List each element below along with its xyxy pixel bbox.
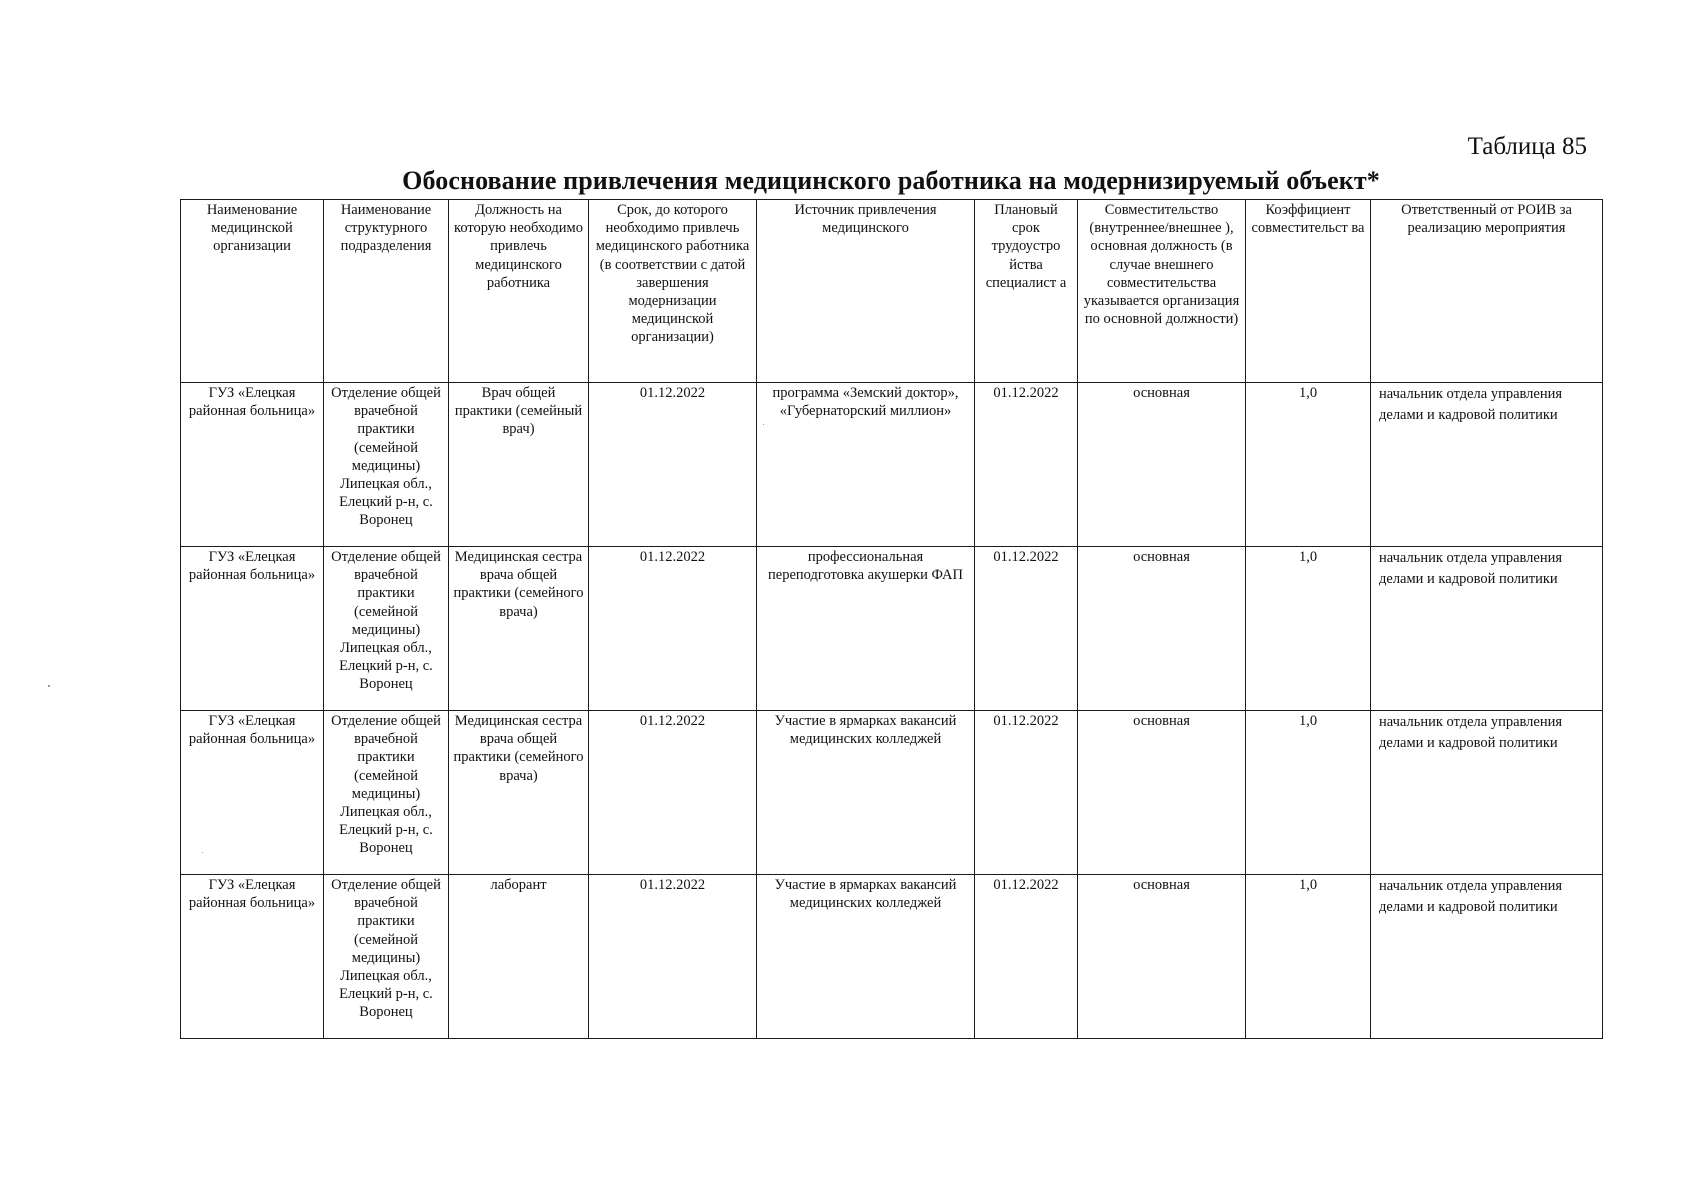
header-source: Источник привлечения медицинского: [757, 200, 975, 383]
cell-coefficient: 1,0: [1246, 875, 1371, 1039]
cell-structural-unit: Отделение общей врачебной практики (семейной медицины) Липецкая обл., Елецкий р-н, с. Воронец: [324, 383, 449, 547]
scan-speck: [763, 424, 764, 425]
cell-deadline: 01.12.2022: [589, 711, 757, 875]
header-row: [181, 200, 1603, 383]
cell-organization: ГУЗ «Елецкая районная больница»: [181, 711, 324, 875]
table-header: [181, 200, 1603, 383]
document-title: Обоснование привлечения медицинского работника на модернизируемый объект*: [402, 166, 1380, 195]
cell-structural-unit: Отделение общей врачебной практики (семейной медицины) Липецкая обл., Елецкий р-н, с. Воронец: [324, 711, 449, 875]
cell-responsible: начальник отдела управления делами и кадровой политики: [1371, 547, 1603, 711]
cell-employment-type: основная: [1078, 875, 1246, 1039]
table-body: [181, 383, 1603, 1039]
cell-planned-date: 01.12.2022: [975, 383, 1078, 547]
cell-position: Медицинская сестра врача общей практики (семейного врача): [449, 547, 589, 711]
cell-planned-date: 01.12.2022: [975, 711, 1078, 875]
cell-organization: ГУЗ «Елецкая районная больница»: [181, 547, 324, 711]
justification-table: [180, 199, 1603, 1039]
scan-speck: [48, 685, 50, 687]
cell-organization: ГУЗ «Елецкая районная больница»: [181, 875, 324, 1039]
cell-deadline: 01.12.2022: [589, 383, 757, 547]
header-structural-unit: Наименование структурного подразделения: [324, 200, 449, 383]
cell-planned-date: 01.12.2022: [975, 875, 1078, 1039]
table-row: [181, 547, 1603, 711]
cell-position: Медицинская сестра врача общей практики (семейного врача): [449, 711, 589, 875]
cell-deadline: 01.12.2022: [589, 875, 757, 1039]
cell-planned-date: 01.12.2022: [975, 547, 1078, 711]
table-row: [181, 383, 1603, 547]
scan-speck: [202, 852, 203, 853]
cell-organization: ГУЗ «Елецкая районная больница»: [181, 383, 324, 547]
table-number: Таблица 85: [1467, 133, 1587, 160]
table-row: [181, 875, 1603, 1039]
cell-responsible: начальник отдела управления делами и кадровой политики: [1371, 711, 1603, 875]
header-responsible: Ответственный от РОИВ за реализацию мероприятия: [1371, 200, 1603, 383]
header-organization: Наименование медицинской организации: [181, 200, 324, 383]
cell-coefficient: 1,0: [1246, 547, 1371, 711]
cell-position: лаборант: [449, 875, 589, 1039]
cell-source: программа «Земский доктор», «Губернаторский миллион»: [757, 383, 975, 547]
cell-source: профессиональная переподготовка акушерки ФАП: [757, 547, 975, 711]
cell-structural-unit: Отделение общей врачебной практики (семейной медицины) Липецкая обл., Елецкий р-н, с. Воронец: [324, 875, 449, 1039]
cell-employment-type: основная: [1078, 383, 1246, 547]
cell-coefficient: 1,0: [1246, 383, 1371, 547]
cell-employment-type: основная: [1078, 547, 1246, 711]
header-coefficient: Коэффициент совместительст ва: [1246, 200, 1371, 383]
cell-responsible: начальник отдела управления делами и кадровой политики: [1371, 875, 1603, 1039]
table-row: [181, 711, 1603, 875]
cell-position: Врач общей практики (семейный врач): [449, 383, 589, 547]
cell-coefficient: 1,0: [1246, 711, 1371, 875]
cell-source: Участие в ярмарках вакансий медицинских колледжей: [757, 711, 975, 875]
cell-responsible: начальник отдела управления делами и кадровой политики: [1371, 383, 1603, 547]
cell-employment-type: основная: [1078, 711, 1246, 875]
header-position: Должность на которую необходимо привлечь медицинского работника: [449, 200, 589, 383]
header-employment-type: Совместительство (внутреннее/внешнее ), основная должность (в случае внешнего совместительства указывается организация по основной должности): [1078, 200, 1246, 383]
cell-deadline: 01.12.2022: [589, 547, 757, 711]
cell-structural-unit: Отделение общей врачебной практики (семейной медицины) Липецкая обл., Елецкий р-н, с. Воронец: [324, 547, 449, 711]
header-deadline: Срок, до которого необходимо привлечь медицинского работника (в соответствии с датой завершения модернизации медицинской организации): [589, 200, 757, 383]
header-planned-date: Плановый срок трудоустро йства специалист а: [975, 200, 1078, 383]
cell-source: Участие в ярмарках вакансий медицинских колледжей: [757, 875, 975, 1039]
